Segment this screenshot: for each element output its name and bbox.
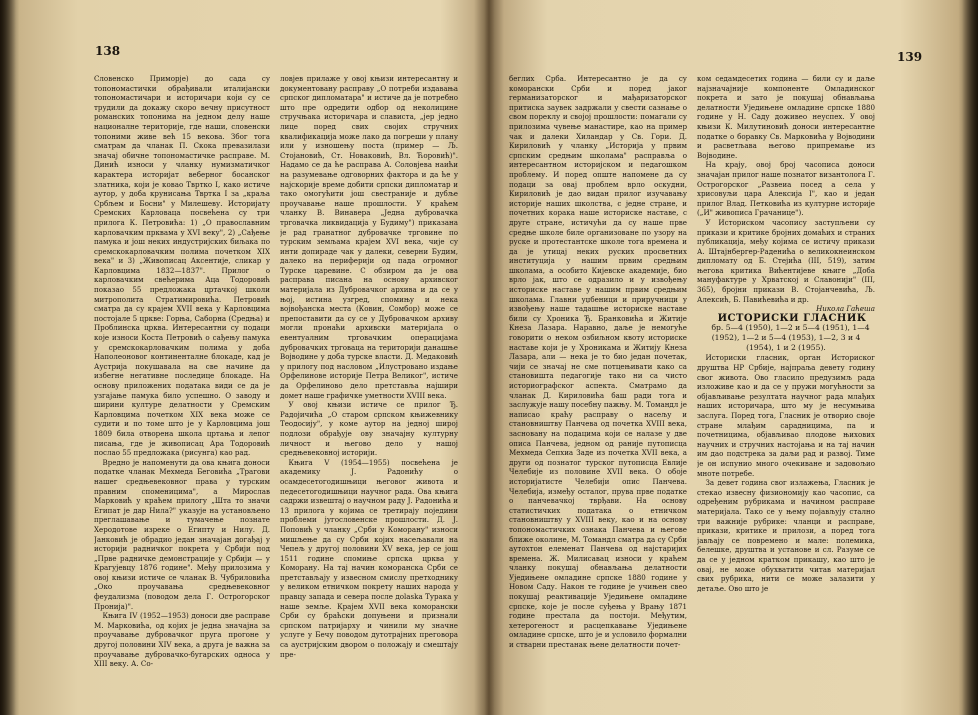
text-column [697, 74, 875, 706]
paragraph: На крају, овој број часописа доноси значајан прилог наше познатог византолога Г. Острогорског „Развеиа посед а села у хрисовуљи цара Алексија I", као и један прилог Влад. Петковића из културне историје („И" живописа Грачанице"). [697, 160, 875, 218]
paragraph: ловјев прилаже у овој књизи интересантну и документовану расправу „О потреби издавања српског дипломатара" и истиче да је потребно што пре одредити одбор од неколицине стручњака историчара и слависта, „јер једно лице поред свих својих стручних квалификација може лако да погреши у плану или у изношењу поста (пример — Љ. Стојановић, Ст. Новаковић, Вл. Ћоровић)". Надамо се да ће расправа А. Соловјева наићи на разумевање одговорних фактора и да ће у најскорије време добити српски дипломатар и тако омогућити још свестраније и дубље проучавање наше прошлости. У краћем чланку В. Винавера „Једна дубровачка трговачка ликвидација у Будиму") приказана је рад гранатног дубровачке трговине по турским земљама крајем XVI века, чије су инти допираде чак у далеки, северни Будим, далеко на периферији од пада огромног Турске царевине. С обзиром да је ова расправа писана на основу архивског материјала из Дубровачког архива и да се у њој, истина узгред, спомињу и нека војвођанска места (Ковин, Сомбор) може се препоставити да су се у Дубровачком архиву могли пронаћи архивски материјалa о евентуалним трговачким операцијама дубровачких трговаца на територији данашње Војводине у доба турске власти. Д. Медаковић у прилогу под насловом „Илустровано издање Орфелинове историје Петра Великог", истиче да Орфелиново дело претставља најшири домет наше графичке уметности XVIII века. [280, 74, 458, 400]
paragraph: У овој књизи истиче се прилог Ђ. Радојичића „О старом српском књижевнику Теодосију", у коме аутор на једној широј подлози обрађује ову значајну културну личност и његово дело у нашој средњевековној историји. [280, 400, 458, 458]
section-heading: ИСТОРИСКИ ГЛАСНИК [717, 312, 867, 324]
right-page [489, 0, 978, 715]
issue-list: бр. 5—4 (1950), 1—2 и 5—4 (1951), 1—4 (1952), 1—2 и 5—4 (1953), 1—2, 3 и 4 (1954), 1 и 2 (1955). [711, 323, 870, 353]
paragraph: Историски гласник, орган Историског друштва НР Србије, најпраља девету годину свог живота. Ово гласило предузимљ рада изложиве као и да се у пружи могућности за објављивање резултата научног рада млађих наших историчара, што му је несумњива заслуга. Поред тога, Гласник је отворио своје стране млађим сарадницима, па и почетницима, објављивао плодове њихових научних и стручних настојања и на тај начин им дао подстрека за даљи рад и развој. Тиме је он испунио много очекиване и задовољио мноте потребе. [697, 353, 875, 478]
text-column [280, 74, 458, 706]
text-column [509, 74, 687, 706]
paragraph: Књига IV (1952—1953) доноси две расправе М. Марковића, од којих је једна значајна за проучавање дубровачког пруга прогоне у другој половини XIV века, а друга је важна за проучавање дубровачко-бугарских односа у XIII веку. А. Со- [94, 611, 270, 669]
right-edge-shadow [962, 0, 978, 715]
paragraph: Вредно је напоменути да ова књига доноси податке чланак Мехмеда Беговића „Трагови нашег средњевековног права у турским правним споменицима", а Мирослав Марковић у краћем прилогу „Шта то значи Египат је дар Нила?" указује на установљено преглашавање и тумачење познате Херодотове изреке о Египту и Нилу. Д. Јанковић је обрадио један значајан догађај у историји радничког покрета у Србији под „Прве радничке демонстрације у Србији — у Крагујевцу 1876 године". Међу прилозима у овој књизи истиче се чланак В. Чубриловића „Око проучавања средњевековног феудализма (поводом дела Г. Острогорског Пронија)". [94, 457, 270, 611]
page-number: 139 [897, 50, 923, 64]
paragraph: За девет година свог излажења, Гласник је стекао извесну физиономију као часопис, са одређеним рубрикама и начином расправе материјала. Тако се у њему појављују стално три важније рубрике: чланци и расправе, прикази, критике и прилози, а поред тога јављају се повремено и мале: полемика, белешке, друштва и установе и сл. Разуме се да се у једном кратком прикашу, као што је овај, не може обухватити читав материјал свих рубрика, нити се може залазити у детаље. Ово што је [697, 478, 875, 593]
author-signature: Никола Гаћеша [816, 304, 875, 314]
paragraph: Словенско Приморје) до сада су топономастички обрађивали италијански топономастичари и историчари који су се трудили да докажу скоро вечну присутност романских топонима на једном делу наше националне територије, где наши, словенски топоними живе већ 15 векова. Због тога сматрам да чланак П. Скока превазилази значај обичне топономастичке расправе. М. Динић износи у чланку нумизматичког карактера историјат веберног босанског златника, који је ковао Твртко I, како истиче аутор, у доба крунисања Твртка I за „краља Србљем и Босни" у Милешеву. Историјату Сремских Карловаца посвећена су три прилога К. Петровића: 1) „О православним карловачким прквама у XVI веку", 2) „Сађење памука и још неких индустријских биљака по сремскокарловачким полима почетком XIX века" и 3) „Живописац Аксентије, сликар у Карловцима 1832—1837". Прилог о карловачким свећерима Аца Тодорoвић показао 55 предложака цртачкој школи митрополита Стратимировића. Петровић сматра да су крајем XVII века у Карловцима постојале 5 цркве: Горња, Саборна (Средња) и Проблинска црква. Интересантни су подаци које износи Коста Петровић о сађењу памука у сремскокарловачким полима у доба Наполеоновог континенталне блокаде, кад је Аустрија покушавала на све начине да избегне негативне последице блокаде. На основу приложених података види се да је узгајање памука било успешно. О заводу и ширини културе делатности у Сремским Карловцима почетком XIX века може се судити и по томе што је у Карловцима још 1809 била отворена школа цртања и лепог писања, где је живописац Ара Тодоровић послао 55 предложака (рисунга) као рад. [94, 74, 270, 458]
left-edge-shadow [0, 0, 16, 715]
text-column [94, 74, 270, 706]
paragraph: Књига V (1954—1955) посвећена је академику Ј. Радонићу о осамдесетогодишњици његовог живота и педесетогодишњици научног рада. Ова књига садржи извештај о научном раду Ј. Радонића и 13 прилога у којима се третирају поједини проблеми југословенске прошлости. Д. Ј. Поповић у чланку „Срби у Комoрану" износи мишљење да су Срби којих насељавали на Чепељ у другој половини XV века, јер се још 1511 године спомиње српска црква у Комoрану. На тај начин комoранска Срби се претстављају у извесном смислу претходнику у великом етничком покрету наших народа у правцу запада и севера после дolaska Турака у наше земље. Крајем XVII века комoрански Срби су браћски допуњени и признали српском патријарху и чинили му значне услуге у Бечу поводом дутотрајних преговора са аустријским двором о положају и смештају пре- [280, 457, 458, 659]
paragraph: У Историском часопису заступљени су прикази и критике бројних домаћих и страних публикација, међу којима се истичу прикази А. Штајнбергер-Раденића о великокнеинском дипломату од Б. Стејића (III, 519), затим његова критика Вићентијеве књиге „Доба мануфактуре у Хрватској и Славонији" (III, 365), бројни прикази В. Стојанчевића, Љ. Алексић, Б. Павићевића и др. [697, 217, 875, 304]
paragraph: беглих Срба. Интересантно је да су комoрански Срби и поред јаког германизаторског и мађаризаторског притиска заувек задржали у свести сазнање о свом пореклу и својој прошлости: помагали су прилозима чувење манастире, као на пример чак и далеки Хиландар у Св. Гори. Д. Кириловић у чланку „Историја у првим српским средњим школама" расправља о интересантном историјском и педагошком проблему. И поред опште напомене да су подаци за овај проблем врло оскудни, Кириловић је дао видан прилог изучавању историје наших школства, с једне стране, и почетних корака наше историске наставе, с друге стране, истичући да су наше прве средње школе биле организоване по узору на руске и протестантске школе тога времена и да је утицај неких руских просветних институција у нашим првим средњим школама, а особито Кијевске академије, био врло јак, што се одразило и у извођењу историске наставе у нашим првим средњим школама. Главни уџбеници и приручници у извођењу наше тадашње историске наставе били су Хроника Ђ. Бранковића и Житије Кнеза Лазара. Наравно, даље је немогуће говорити о неком озбиљном квоту историске наставе који је у Хроникама и Житију Кнеза Лазара, али — нека је то био један почетак, чији се значај не сме потцењивати како са становишта педагогије тако ни са чисто историографског аспекта. Сматрамо да чланак Д. Кириловића баш ради тога и заслужује нашу посебну пажњу. М. Томандл је написао краћу расправу о насељу и становништву Панчева од почетка XVIII века, засновану на подацима који се налазе у две описа Панчева, једном од раније путописца Мехмеда Сепхиа Заде из почетка XVII века, а други од познатог турског путописца Евлије Челебије из половине XVII века. О обоје историјатисте Челебији опис Панчева. Челебија, између осталог, прува прве податке о панчевачкој тврђави. На основу статистичких података о етничком становништву у XVIII веку, као и на основу топономастичких ознака Панчева и његове ближе околине, М. Томандл сматра да су Срби аутохтон елеменат Панчева од најстаријих времена. Ж. Милисавац износи у краћем чланку покушај обнављања делатности Уједињене омладине српске 1880 године у Новом Саду. Након те године је учињен свео покушај реактивације Уједињене омладине српске, које је после суђења у Врању 1871 године престала да постоји. Међутим, хетерогеност и расцепкавање Уједињене омладине српске, што је и условило формални и стварни престанак њене делатности почет- [509, 74, 687, 650]
paragraph: ком седамдесетих година — били су и даље најзначајније компоненте Омладинског покрета и зато је покушај обнављања делатности Уједињене омладине српске 1880 године у Н. Саду доживео неуспех. У овој књизи К. Милутиновић доноси интересантне податке о боравку Св. Марковића у Војводини и расветљава његово припремање из Војводине. [697, 74, 875, 160]
page-number: 138 [95, 44, 121, 58]
book-gutter [474, 0, 504, 715]
